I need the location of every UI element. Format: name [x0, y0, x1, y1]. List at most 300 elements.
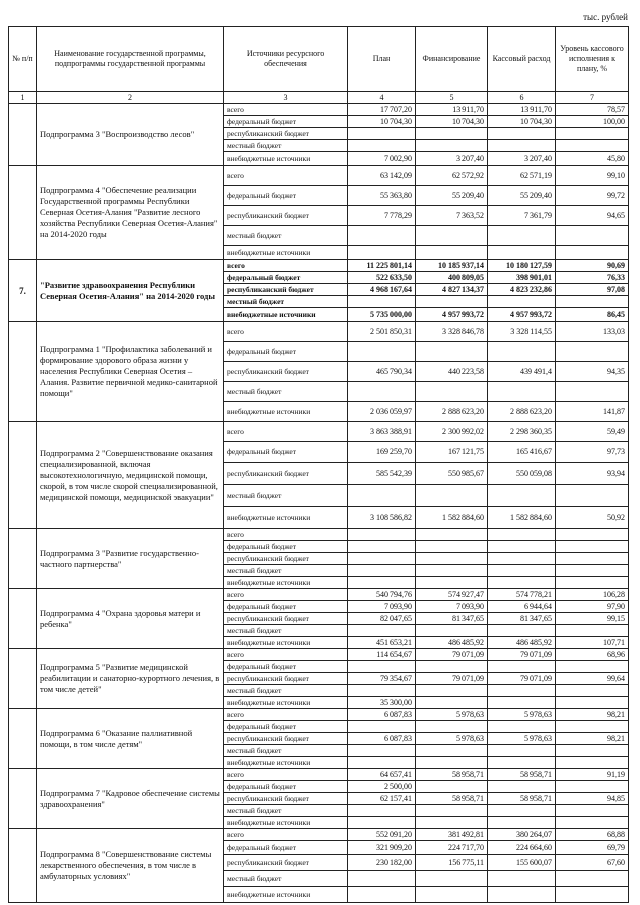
cash-cell — [488, 140, 556, 152]
financing-cell — [416, 342, 488, 362]
financing-cell: 167 121,75 — [416, 442, 488, 463]
report-body — [9, 104, 629, 903]
source-cell: всего — [224, 709, 348, 721]
cash-cell — [488, 887, 556, 903]
level-cell: 97,73 — [556, 442, 629, 463]
program-name-cell: Подпрограмма 8 "Совершенствование системы лекарственного обеспечения, в том числе в амбулаторных условиях" — [37, 829, 224, 903]
cash-cell — [488, 226, 556, 246]
source-cell: местный бюджет — [224, 685, 348, 697]
col-header-financing: Финансирование — [416, 27, 488, 92]
source-cell: местный бюджет — [224, 296, 348, 308]
plan-cell: 2 500,00 — [348, 781, 416, 793]
level-cell: 133,03 — [556, 322, 629, 342]
column-number: 5 — [416, 92, 488, 104]
plan-cell — [348, 342, 416, 362]
plan-cell: 35 300,00 — [348, 697, 416, 709]
level-cell: 68,88 — [556, 829, 629, 841]
plan-cell: 585 542,39 — [348, 463, 416, 485]
financing-cell — [416, 697, 488, 709]
source-cell: федеральный бюджет — [224, 442, 348, 463]
table-row — [9, 709, 629, 721]
plan-cell: 552 091,20 — [348, 829, 416, 841]
cash-cell — [488, 342, 556, 362]
financing-cell: 1 582 884,60 — [416, 507, 488, 529]
level-cell — [556, 529, 629, 541]
plan-cell: 7 778,29 — [348, 206, 416, 226]
program-name-cell: Подпрограмма 3 "Воспроизводство лесов" — [37, 104, 224, 166]
row-number-cell — [9, 589, 37, 649]
financing-cell — [416, 887, 488, 903]
source-cell: внебюджетные источники — [224, 246, 348, 260]
financing-cell — [416, 485, 488, 507]
level-cell — [556, 757, 629, 769]
plan-cell — [348, 661, 416, 673]
cash-cell — [488, 577, 556, 589]
level-cell: 97,08 — [556, 284, 629, 296]
level-cell — [556, 140, 629, 152]
level-cell: 94,85 — [556, 793, 629, 805]
program-name-cell: Подпрограмма 7 "Кадровое обеспечение системы здравоохранения" — [37, 769, 224, 829]
col-header-cash: Кассовый расход — [488, 27, 556, 92]
plan-cell — [348, 529, 416, 541]
plan-cell — [348, 128, 416, 140]
cash-cell: 55 209,40 — [488, 186, 556, 206]
financing-cell — [416, 246, 488, 260]
plan-cell: 522 633,50 — [348, 272, 416, 284]
cash-cell: 79 071,09 — [488, 673, 556, 685]
table-row — [9, 649, 629, 661]
source-cell: республиканский бюджет — [224, 855, 348, 871]
cash-cell: 5 978,63 — [488, 709, 556, 721]
level-cell: 100,00 — [556, 116, 629, 128]
level-cell — [556, 128, 629, 140]
source-cell: местный бюджет — [224, 745, 348, 757]
plan-cell: 6 087,83 — [348, 709, 416, 721]
level-cell — [556, 781, 629, 793]
level-cell: 69,79 — [556, 841, 629, 855]
plan-cell: 3 108 586,82 — [348, 507, 416, 529]
cash-cell — [488, 625, 556, 637]
plan-cell — [348, 757, 416, 769]
plan-cell: 64 657,41 — [348, 769, 416, 781]
table-row — [9, 529, 629, 541]
level-cell: 98,21 — [556, 709, 629, 721]
column-number-row — [9, 92, 629, 104]
table-row — [9, 769, 629, 781]
source-cell: республиканский бюджет — [224, 733, 348, 745]
plan-cell: 82 047,65 — [348, 613, 416, 625]
financing-cell: 3 328 846,78 — [416, 322, 488, 342]
level-cell — [556, 805, 629, 817]
col-header-source: Источники ресурсного обеспечения — [224, 27, 348, 92]
table-row — [9, 260, 629, 272]
cash-cell — [488, 697, 556, 709]
source-cell: всего — [224, 589, 348, 601]
cash-cell — [488, 685, 556, 697]
level-cell: 99,72 — [556, 186, 629, 206]
source-cell: республиканский бюджет — [224, 206, 348, 226]
level-cell — [556, 817, 629, 829]
level-cell: 91,19 — [556, 769, 629, 781]
col-header-nn: № п/п — [9, 27, 37, 92]
level-cell: 68,96 — [556, 649, 629, 661]
financing-cell: 79 071,09 — [416, 649, 488, 661]
financing-cell — [416, 296, 488, 308]
level-cell: 107,71 — [556, 637, 629, 649]
program-name-cell: "Развитие здравоохранения Республики Северная Осетия-Алания" на 2014-2020 годы — [37, 260, 224, 322]
financing-cell: 62 572,92 — [416, 166, 488, 186]
program-name-cell: Подпрограмма 4 "Обеспечение реализации Государственной программы Республики Северная Осетия-Алания "Развитие лесного хозяйства Республики Северная Осетия-Алания" на 2014-2020 годы — [37, 166, 224, 260]
level-cell: 94,65 — [556, 206, 629, 226]
level-cell — [556, 342, 629, 362]
financing-cell: 4 827 134,37 — [416, 284, 488, 296]
plan-cell: 4 968 167,64 — [348, 284, 416, 296]
financing-cell — [416, 757, 488, 769]
cash-cell: 398 901,01 — [488, 272, 556, 284]
financing-cell: 10 185 937,14 — [416, 260, 488, 272]
source-cell: внебюджетные источники — [224, 402, 348, 422]
financing-cell: 10 704,30 — [416, 116, 488, 128]
cash-cell: 3 328 114,55 — [488, 322, 556, 342]
cash-cell — [488, 565, 556, 577]
source-cell: федеральный бюджет — [224, 186, 348, 206]
source-cell: местный бюджет — [224, 871, 348, 887]
source-cell: всего — [224, 166, 348, 186]
cash-cell: 155 600,07 — [488, 855, 556, 871]
plan-cell: 63 142,09 — [348, 166, 416, 186]
source-cell: внебюджетные источники — [224, 507, 348, 529]
financing-cell — [416, 781, 488, 793]
plan-cell — [348, 565, 416, 577]
plan-cell: 7 093,90 — [348, 601, 416, 613]
plan-cell: 17 707,20 — [348, 104, 416, 116]
source-cell: федеральный бюджет — [224, 661, 348, 673]
cash-cell: 10 180 127,59 — [488, 260, 556, 272]
plan-cell — [348, 577, 416, 589]
financing-cell — [416, 226, 488, 246]
financing-cell: 55 209,40 — [416, 186, 488, 206]
source-cell: местный бюджет — [224, 226, 348, 246]
financing-cell — [416, 685, 488, 697]
level-cell — [556, 745, 629, 757]
financing-cell — [416, 721, 488, 733]
financing-cell — [416, 871, 488, 887]
plan-cell: 465 790,34 — [348, 362, 416, 382]
financing-cell — [416, 817, 488, 829]
cash-cell — [488, 781, 556, 793]
cash-cell — [488, 553, 556, 565]
source-cell: местный бюджет — [224, 382, 348, 402]
level-cell: 141,87 — [556, 402, 629, 422]
financing-cell: 13 911,70 — [416, 104, 488, 116]
financing-cell — [416, 553, 488, 565]
table-row — [9, 104, 629, 116]
cash-cell: 5 978,63 — [488, 733, 556, 745]
level-cell — [556, 871, 629, 887]
level-cell — [556, 625, 629, 637]
cash-cell: 7 361,79 — [488, 206, 556, 226]
level-cell: 67,60 — [556, 855, 629, 871]
level-cell — [556, 296, 629, 308]
level-cell — [556, 541, 629, 553]
financing-cell: 81 347,65 — [416, 613, 488, 625]
source-cell: всего — [224, 829, 348, 841]
plan-cell: 55 363,80 — [348, 186, 416, 206]
financing-cell: 156 775,11 — [416, 855, 488, 871]
level-cell — [556, 226, 629, 246]
level-cell: 76,33 — [556, 272, 629, 284]
cash-cell: 2 298 360,35 — [488, 422, 556, 442]
source-cell: местный бюджет — [224, 625, 348, 637]
row-number-cell: 7. — [9, 260, 37, 322]
report-table — [8, 26, 629, 903]
source-cell: федеральный бюджет — [224, 841, 348, 855]
financing-cell: 400 809,05 — [416, 272, 488, 284]
level-cell — [556, 697, 629, 709]
source-cell: всего — [224, 260, 348, 272]
level-cell — [556, 721, 629, 733]
source-cell: местный бюджет — [224, 140, 348, 152]
cash-cell: 380 264,07 — [488, 829, 556, 841]
level-cell — [556, 577, 629, 589]
program-name-cell: Подпрограмма 1 "Профилактика заболеваний и формирование здорового образа жизни у населения Республики Северная Осетия – Алания. Развитие первичной медико-санитарной помощи" — [37, 322, 224, 422]
cash-cell: 1 582 884,60 — [488, 507, 556, 529]
source-cell: республиканский бюджет — [224, 613, 348, 625]
cash-cell — [488, 541, 556, 553]
financing-cell: 381 492,81 — [416, 829, 488, 841]
level-cell — [556, 887, 629, 903]
level-cell: 59,49 — [556, 422, 629, 442]
row-number-cell — [9, 649, 37, 709]
program-name-cell: Подпрограмма 3 "Развитие государственно-частного партнерства" — [37, 529, 224, 589]
source-cell: федеральный бюджет — [224, 272, 348, 284]
cash-cell — [488, 805, 556, 817]
cash-cell — [488, 745, 556, 757]
plan-cell — [348, 296, 416, 308]
row-number-cell — [9, 529, 37, 589]
financing-cell: 58 958,71 — [416, 793, 488, 805]
source-cell: местный бюджет — [224, 565, 348, 577]
cash-cell — [488, 721, 556, 733]
financing-cell: 224 717,70 — [416, 841, 488, 855]
table-row — [9, 422, 629, 442]
plan-cell — [348, 871, 416, 887]
source-cell: федеральный бюджет — [224, 342, 348, 362]
plan-cell — [348, 553, 416, 565]
plan-cell: 7 002,90 — [348, 152, 416, 166]
plan-cell — [348, 140, 416, 152]
plan-cell — [348, 246, 416, 260]
level-cell: 106,28 — [556, 589, 629, 601]
cash-cell — [488, 128, 556, 140]
table-row — [9, 322, 629, 342]
level-cell: 99,15 — [556, 613, 629, 625]
cash-cell — [488, 485, 556, 507]
row-number-cell — [9, 709, 37, 769]
financing-cell: 3 207,40 — [416, 152, 488, 166]
level-cell — [556, 685, 629, 697]
source-cell: внебюджетные источники — [224, 308, 348, 322]
financing-cell — [416, 140, 488, 152]
source-cell: республиканский бюджет — [224, 128, 348, 140]
source-cell: всего — [224, 422, 348, 442]
cash-cell: 165 416,67 — [488, 442, 556, 463]
plan-cell — [348, 721, 416, 733]
source-cell: республиканский бюджет — [224, 284, 348, 296]
financing-cell — [416, 745, 488, 757]
financing-cell — [416, 625, 488, 637]
financing-cell — [416, 805, 488, 817]
plan-cell — [348, 382, 416, 402]
cash-cell: 4 823 232,86 — [488, 284, 556, 296]
plan-cell — [348, 541, 416, 553]
cash-cell: 574 778,21 — [488, 589, 556, 601]
col-header-level: Уровень кассового исполнения к плану, % — [556, 27, 629, 92]
program-name-cell: Подпрограмма 2 "Совершенствование оказания специализированной, включая высокотехнологичную, медицинской помощи, скорой, в том числе скорой специализированной, медицинской помощи, медицинской эвакуации" — [37, 422, 224, 529]
financing-cell: 7 093,90 — [416, 601, 488, 613]
cash-cell — [488, 382, 556, 402]
level-cell: 98,21 — [556, 733, 629, 745]
plan-cell: 114 654,67 — [348, 649, 416, 661]
source-cell: федеральный бюджет — [224, 541, 348, 553]
source-cell: федеральный бюджет — [224, 721, 348, 733]
column-number: 6 — [488, 92, 556, 104]
column-number: 1 — [9, 92, 37, 104]
source-cell: внебюджетные источники — [224, 697, 348, 709]
cash-cell — [488, 246, 556, 260]
cash-cell: 4 957 993,72 — [488, 308, 556, 322]
plan-cell — [348, 745, 416, 757]
source-cell: внебюджетные источники — [224, 637, 348, 649]
plan-cell: 62 157,41 — [348, 793, 416, 805]
level-cell: 78,57 — [556, 104, 629, 116]
cash-cell — [488, 296, 556, 308]
financing-cell: 58 958,71 — [416, 769, 488, 781]
cash-cell: 224 664,60 — [488, 841, 556, 855]
financing-cell — [416, 382, 488, 402]
plan-cell — [348, 685, 416, 697]
financing-cell: 2 888 623,20 — [416, 402, 488, 422]
source-cell: внебюджетные источники — [224, 152, 348, 166]
cash-cell — [488, 757, 556, 769]
column-number: 4 — [348, 92, 416, 104]
row-number-cell — [9, 422, 37, 529]
table-row — [9, 829, 629, 841]
financing-cell: 4 957 993,72 — [416, 308, 488, 322]
cash-cell: 486 485,92 — [488, 637, 556, 649]
source-cell: федеральный бюджет — [224, 116, 348, 128]
cash-cell: 10 704,30 — [488, 116, 556, 128]
plan-cell — [348, 485, 416, 507]
plan-cell: 321 909,20 — [348, 841, 416, 855]
level-cell — [556, 553, 629, 565]
cash-cell: 13 911,70 — [488, 104, 556, 116]
plan-cell — [348, 817, 416, 829]
level-cell: 86,45 — [556, 308, 629, 322]
plan-cell: 5 735 000,00 — [348, 308, 416, 322]
level-cell: 50,92 — [556, 507, 629, 529]
source-cell: республиканский бюджет — [224, 793, 348, 805]
cash-cell — [488, 817, 556, 829]
source-cell: республиканский бюджет — [224, 553, 348, 565]
level-cell: 99,10 — [556, 166, 629, 186]
level-cell — [556, 382, 629, 402]
source-cell: внебюджетные источники — [224, 577, 348, 589]
level-cell: 93,94 — [556, 463, 629, 485]
cash-cell: 58 958,71 — [488, 769, 556, 781]
cash-cell: 81 347,65 — [488, 613, 556, 625]
plan-cell: 79 354,67 — [348, 673, 416, 685]
cash-cell — [488, 661, 556, 673]
plan-cell — [348, 887, 416, 903]
source-cell: внебюджетные источники — [224, 757, 348, 769]
header-row — [9, 27, 629, 92]
plan-cell: 540 794,76 — [348, 589, 416, 601]
plan-cell: 3 863 388,91 — [348, 422, 416, 442]
cash-cell: 62 571,19 — [488, 166, 556, 186]
level-cell: 94,35 — [556, 362, 629, 382]
financing-cell: 5 978,63 — [416, 733, 488, 745]
program-name-cell: Подпрограмма 4 "Охрана здоровья матери и ребенка" — [37, 589, 224, 649]
source-cell: внебюджетные источники — [224, 887, 348, 903]
source-cell: всего — [224, 769, 348, 781]
cash-cell: 550 059,08 — [488, 463, 556, 485]
plan-cell: 451 653,21 — [348, 637, 416, 649]
source-cell: республиканский бюджет — [224, 673, 348, 685]
source-cell: местный бюджет — [224, 805, 348, 817]
level-cell: 90,69 — [556, 260, 629, 272]
program-name-cell: Подпрограмма 5 "Развитие медицинской реабилитации и санаторно-курортного лечения, в том числе детей" — [37, 649, 224, 709]
level-cell: 99,64 — [556, 673, 629, 685]
source-cell: федеральный бюджет — [224, 601, 348, 613]
financing-cell: 79 071,09 — [416, 673, 488, 685]
financing-cell — [416, 541, 488, 553]
row-number-cell — [9, 104, 37, 166]
plan-cell: 2 036 059,97 — [348, 402, 416, 422]
plan-cell: 230 182,00 — [348, 855, 416, 871]
program-name-cell: Подпрограмма 6 "Оказание паллиативной помощи, в том числе детям" — [37, 709, 224, 769]
plan-cell — [348, 625, 416, 637]
table-row — [9, 589, 629, 601]
column-number: 3 — [224, 92, 348, 104]
plan-cell — [348, 805, 416, 817]
financing-cell: 5 978,63 — [416, 709, 488, 721]
cash-cell: 79 071,09 — [488, 649, 556, 661]
row-number-cell — [9, 166, 37, 260]
cash-cell — [488, 529, 556, 541]
plan-cell: 169 259,70 — [348, 442, 416, 463]
financing-cell: 2 300 992,02 — [416, 422, 488, 442]
column-number: 2 — [37, 92, 224, 104]
plan-cell: 6 087,83 — [348, 733, 416, 745]
financing-cell: 7 363,52 — [416, 206, 488, 226]
financing-cell — [416, 577, 488, 589]
row-number-cell — [9, 769, 37, 829]
financing-cell — [416, 529, 488, 541]
source-cell: всего — [224, 104, 348, 116]
cash-cell: 6 944,64 — [488, 601, 556, 613]
financing-cell: 550 985,67 — [416, 463, 488, 485]
source-cell: всего — [224, 529, 348, 541]
column-number: 7 — [556, 92, 629, 104]
financing-cell — [416, 128, 488, 140]
col-header-plan: План — [348, 27, 416, 92]
source-cell: внебюджетные источники — [224, 817, 348, 829]
source-cell: республиканский бюджет — [224, 463, 348, 485]
source-cell: федеральный бюджет — [224, 781, 348, 793]
financing-cell: 486 485,92 — [416, 637, 488, 649]
plan-cell: 11 225 801,14 — [348, 260, 416, 272]
